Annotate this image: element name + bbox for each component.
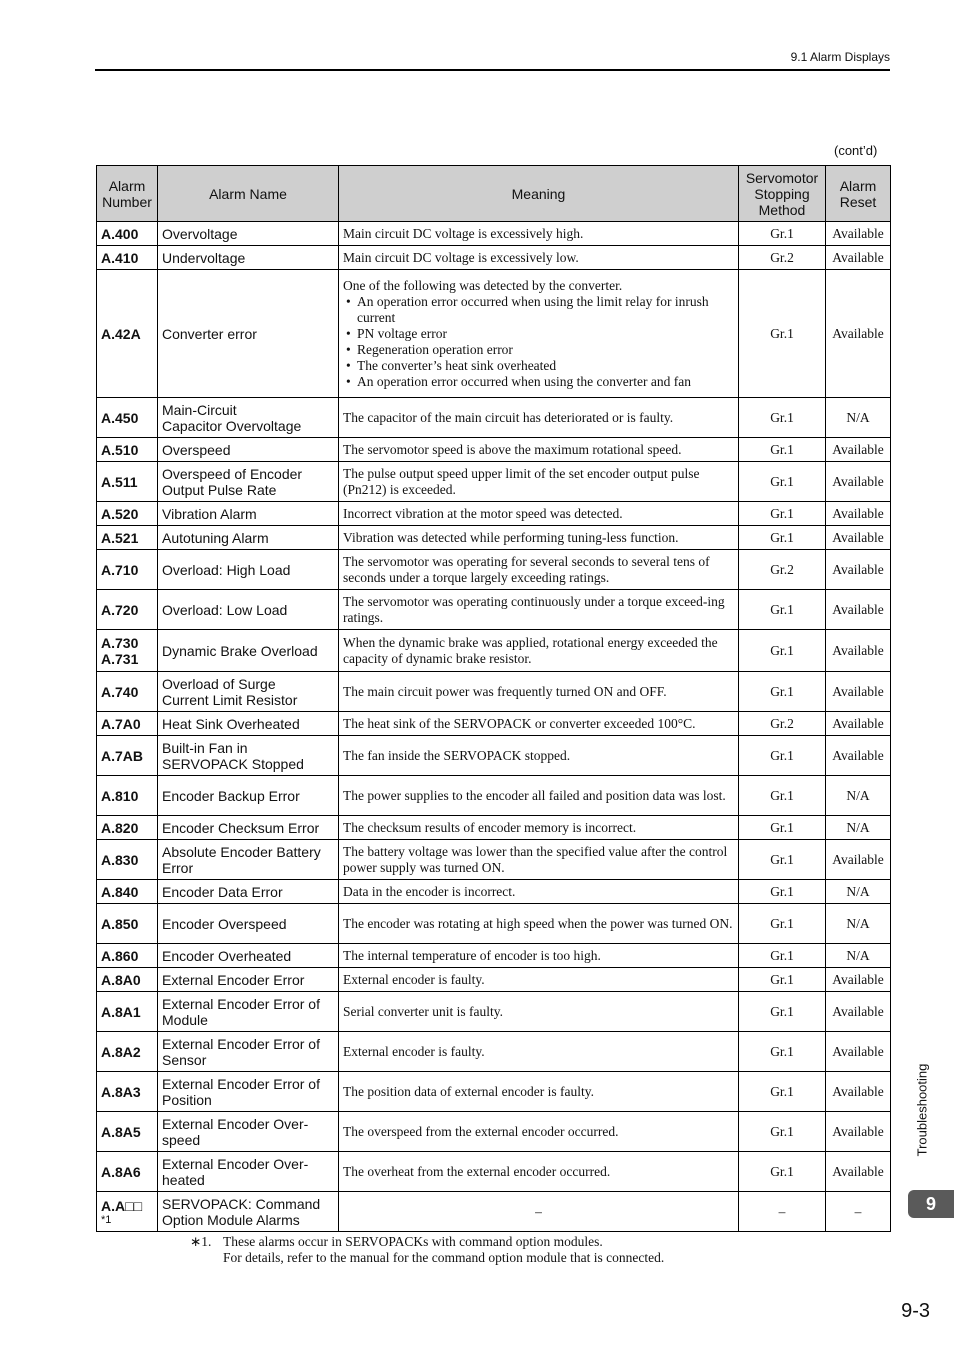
alarm-meaning: External encoder is faulty. [339, 968, 739, 992]
stopping-method: Gr.1 [739, 590, 826, 630]
alarm-meaning: The servomotor was operating continuously under a torque exceed-ing ratings. [339, 590, 739, 630]
alarm-reset: Available [826, 1112, 891, 1152]
header-alarm-name: Alarm Name [158, 166, 339, 222]
alarm-name: Vibration Alarm [158, 502, 339, 526]
alarm-reset: Available [826, 462, 891, 502]
alarm-number: A.521 [97, 526, 158, 550]
stopping-method: Gr.1 [739, 1152, 826, 1192]
alarm-name: Undervoltage [158, 246, 339, 270]
stopping-method: Gr.1 [739, 438, 826, 462]
alarm-name: Overspeed of Encoder Output Pulse Rate [158, 462, 339, 502]
alarm-name: Encoder Overheated [158, 944, 339, 968]
table-row [97, 1192, 891, 1232]
alarm-name: Dynamic Brake Overload [158, 630, 339, 672]
alarm-name: Built-in Fan in SERVOPACK Stopped [158, 736, 339, 776]
alarm-meaning: Incorrect vibration at the motor speed was detected. [339, 502, 739, 526]
alarm-name: Encoder Backup Error [158, 776, 339, 816]
alarm-name: Absolute Encoder Battery Error [158, 840, 339, 880]
alarm-number: A.720 [97, 590, 158, 630]
stopping-method: Gr.1 [739, 816, 826, 840]
table-row [97, 904, 891, 944]
table-row [97, 630, 891, 672]
alarm-name: SERVOPACK: Command Option Module Alarms [158, 1192, 339, 1232]
alarm-number: A.8A6 [97, 1152, 158, 1192]
alarm-reset: Available [826, 1152, 891, 1192]
meaning-bullet-item: • An operation error occurred when using the converter and fan [343, 374, 734, 390]
alarm-name: External Encoder Error of Sensor [158, 1032, 339, 1072]
alarm-number: A.8A3 [97, 1072, 158, 1112]
alarm-meaning: The power supplies to the encoder all failed and position data was lost. [339, 776, 739, 816]
table-row [97, 590, 891, 630]
alarm-name: Encoder Checksum Error [158, 816, 339, 840]
alarm-meaning: Main circuit DC voltage is excessively high. [339, 222, 739, 246]
alarm-name: External Encoder Over- heated [158, 1152, 339, 1192]
meaning-bullet-item: • Regeneration operation error [343, 342, 734, 358]
stopping-method: Gr.1 [739, 736, 826, 776]
alarm-name: Encoder Overspeed [158, 904, 339, 944]
alarm-number: A.850 [97, 904, 158, 944]
alarm-meaning: External encoder is faulty. [339, 1032, 739, 1072]
alarm-meaning: The checksum results of encoder memory is incorrect. [339, 816, 739, 840]
alarm-reset: Available [826, 712, 891, 736]
stopping-method: Gr.1 [739, 1112, 826, 1152]
meaning-bullet-item: • PN voltage error [343, 326, 734, 342]
alarm-number: A.840 [97, 880, 158, 904]
alarm-meaning: – [339, 1192, 739, 1232]
alarm-number: A.810 [97, 776, 158, 816]
alarm-reset: Available [826, 630, 891, 672]
alarm-meaning: The main circuit power was frequently turned ON and OFF. [339, 672, 739, 712]
alarm-meaning: The encoder was rotating at high speed when the power was turned ON. [339, 904, 739, 944]
alarm-meaning: The overspeed from the external encoder occurred. [339, 1112, 739, 1152]
table-row [97, 502, 891, 526]
footnote [190, 1234, 664, 1266]
alarm-number: A.830 [97, 840, 158, 880]
alarm-number-cell [97, 1192, 158, 1232]
alarm-reset: Available [826, 526, 891, 550]
alarm-meaning-cell [339, 270, 739, 398]
alarm-name: Overspeed [158, 438, 339, 462]
stopping-method: Gr.2 [739, 550, 826, 590]
stopping-method: Gr.1 [739, 1072, 826, 1112]
page-number: 9-3 [901, 1300, 930, 1322]
table-row [97, 398, 891, 438]
alarm-name: External Encoder Over- speed [158, 1112, 339, 1152]
stopping-method: Gr.1 [739, 968, 826, 992]
alarm-reset: Available [826, 222, 891, 246]
section-title: 9.1 Alarm Displays [790, 50, 890, 64]
table-row [97, 672, 891, 712]
alarm-reset: Available [826, 672, 891, 712]
header-meaning: Meaning [339, 166, 739, 222]
stopping-method: – [739, 1192, 826, 1232]
alarm-number: A.400 [97, 222, 158, 246]
alarm-reset: N/A [826, 776, 891, 816]
alarm-meaning: The servomotor was operating for several seconds to several tens of seconds under a torque largely exceeding ratings. [339, 550, 739, 590]
table-row [97, 1112, 891, 1152]
alarm-meaning: The internal temperature of encoder is too high. [339, 944, 739, 968]
stopping-method: Gr.2 [739, 712, 826, 736]
alarm-meaning: One of the following was detected by the converter. [343, 277, 623, 293]
alarm-name: Overload: High Load [158, 550, 339, 590]
table-row [97, 550, 891, 590]
table-header-row [97, 166, 891, 222]
alarm-name: External Encoder Error [158, 968, 339, 992]
alarm-number: A.511 [97, 462, 158, 502]
alarm-reset: Available [826, 270, 891, 398]
meaning-bullet-item: • An operation error occurred when using the limit relay for inrush current [343, 294, 734, 326]
alarm-number: A.710 [97, 550, 158, 590]
table-row [97, 462, 891, 502]
meaning-bullet-item: • The converter’s heat sink overheated [343, 358, 734, 374]
stopping-method: Gr.1 [739, 502, 826, 526]
alarm-meaning: When the dynamic brake was applied, rotational energy exceeded the capacity of dynamic brake resistor. [339, 630, 739, 672]
alarm-number: A.730 A.731 [97, 630, 158, 672]
table-row [97, 736, 891, 776]
table-row [97, 968, 891, 992]
alarm-reset: – [826, 1192, 891, 1232]
footnote-mark: ∗1. [190, 1234, 212, 1249]
alarm-reset: Available [826, 246, 891, 270]
alarm-number: A.8A2 [97, 1032, 158, 1072]
stopping-method: Gr.1 [739, 270, 826, 398]
header-rule [95, 69, 890, 71]
header-alarm-number: Alarm Number [97, 166, 158, 222]
stopping-method: Gr.1 [739, 630, 826, 672]
alarm-table [96, 165, 891, 1232]
alarm-number: A.A□□ [101, 1197, 143, 1214]
table-row [97, 840, 891, 880]
alarm-meaning: The overheat from the external encoder occurred. [339, 1152, 739, 1192]
meaning-bullet-list [343, 294, 734, 390]
alarm-number: A.510 [97, 438, 158, 462]
stopping-method: Gr.1 [739, 904, 826, 944]
alarm-name: Overvoltage [158, 222, 339, 246]
stopping-method: Gr.1 [739, 880, 826, 904]
alarm-reset: Available [826, 590, 891, 630]
alarm-name: Overload: Low Load [158, 590, 339, 630]
alarm-reset: Available [826, 968, 891, 992]
alarm-number: A.860 [97, 944, 158, 968]
alarm-name: External Encoder Error of Position [158, 1072, 339, 1112]
alarm-reset: Available [826, 992, 891, 1032]
stopping-method: Gr.1 [739, 222, 826, 246]
alarm-meaning: The battery voltage was lower than the specified value after the control power supply was turned ON. [339, 840, 739, 880]
table-row [97, 992, 891, 1032]
table-row [97, 222, 891, 246]
chapter-tab: 9 [908, 1190, 954, 1218]
table-row [97, 246, 891, 270]
alarm-reset: Available [826, 502, 891, 526]
footnote-line-2: For details, refer to the manual for the command option module that is connected. [223, 1250, 665, 1265]
alarm-name: Overload of Surge Current Limit Resistor [158, 672, 339, 712]
alarm-number: A.7AB [97, 736, 158, 776]
table-row [97, 526, 891, 550]
table-row [97, 944, 891, 968]
chapter-side-label: Troubleshooting [914, 1063, 930, 1157]
alarm-reset: Available [826, 840, 891, 880]
alarm-reset: Available [826, 438, 891, 462]
alarm-meaning: The position data of external encoder is faulty. [339, 1072, 739, 1112]
alarm-reset: Available [826, 1072, 891, 1112]
alarm-name: Encoder Data Error [158, 880, 339, 904]
alarm-meaning: Main circuit DC voltage is excessively low. [339, 246, 739, 270]
alarm-meaning: The pulse output speed upper limit of the set encoder output pulse (Pn212) is exceeded. [339, 462, 739, 502]
header-stopping-method: Servomotor Stopping Method [739, 166, 826, 222]
alarm-meaning: Serial converter unit is faulty. [339, 992, 739, 1032]
stopping-method: Gr.1 [739, 398, 826, 438]
alarm-reset: N/A [826, 904, 891, 944]
alarm-name: Converter error [158, 270, 339, 398]
alarm-name: Main-Circuit Capacitor Overvoltage [158, 398, 339, 438]
alarm-name: Autotuning Alarm [158, 526, 339, 550]
alarm-number: A.7A0 [97, 712, 158, 736]
table-row [97, 438, 891, 462]
header-alarm-reset: Alarm Reset [826, 166, 891, 222]
table-row [97, 816, 891, 840]
alarm-reset: Available [826, 736, 891, 776]
stopping-method: Gr.1 [739, 672, 826, 712]
stopping-method: Gr.1 [739, 462, 826, 502]
table-row [97, 880, 891, 904]
alarm-number: A.520 [97, 502, 158, 526]
alarm-name: External Encoder Error of Module [158, 992, 339, 1032]
continued-label: (cont’d) [834, 143, 878, 158]
alarm-number: A.42A [97, 270, 158, 398]
alarm-meaning: The capacitor of the main circuit has deteriorated or is faulty. [339, 398, 739, 438]
alarm-number: A.740 [97, 672, 158, 712]
alarm-reset: N/A [826, 880, 891, 904]
stopping-method: Gr.1 [739, 992, 826, 1032]
alarm-number: A.410 [97, 246, 158, 270]
table-row [97, 1072, 891, 1112]
table-row [97, 270, 891, 398]
alarm-reset: Available [826, 1032, 891, 1072]
alarm-meaning: The servomotor speed is above the maximum rotational speed. [339, 438, 739, 462]
alarm-meaning: Vibration was detected while performing tuning-less function. [339, 526, 739, 550]
stopping-method: Gr.1 [739, 526, 826, 550]
table-row [97, 776, 891, 816]
footnote-reference: *1 [101, 1213, 112, 1226]
alarm-name: Heat Sink Overheated [158, 712, 339, 736]
alarm-number: A.8A5 [97, 1112, 158, 1152]
alarm-meaning: The fan inside the SERVOPACK stopped. [339, 736, 739, 776]
stopping-method: Gr.1 [739, 840, 826, 880]
alarm-meaning: Data in the encoder is incorrect. [339, 880, 739, 904]
stopping-method: Gr.1 [739, 776, 826, 816]
alarm-meaning: The heat sink of the SERVOPACK or converter exceeded 100°C. [339, 712, 739, 736]
footnote-line-1: These alarms occur in SERVOPACKs with command option modules. [223, 1234, 603, 1249]
stopping-method: Gr.1 [739, 1032, 826, 1072]
table-row [97, 712, 891, 736]
table-row [97, 1152, 891, 1192]
alarm-reset: N/A [826, 816, 891, 840]
alarm-number: A.8A1 [97, 992, 158, 1032]
alarm-number: A.450 [97, 398, 158, 438]
stopping-method: Gr.2 [739, 246, 826, 270]
alarm-reset: N/A [826, 398, 891, 438]
alarm-reset: Available [826, 550, 891, 590]
alarm-number: A.820 [97, 816, 158, 840]
alarm-number: A.8A0 [97, 968, 158, 992]
alarm-reset: N/A [826, 944, 891, 968]
stopping-method: Gr.1 [739, 944, 826, 968]
table-row [97, 1032, 891, 1072]
